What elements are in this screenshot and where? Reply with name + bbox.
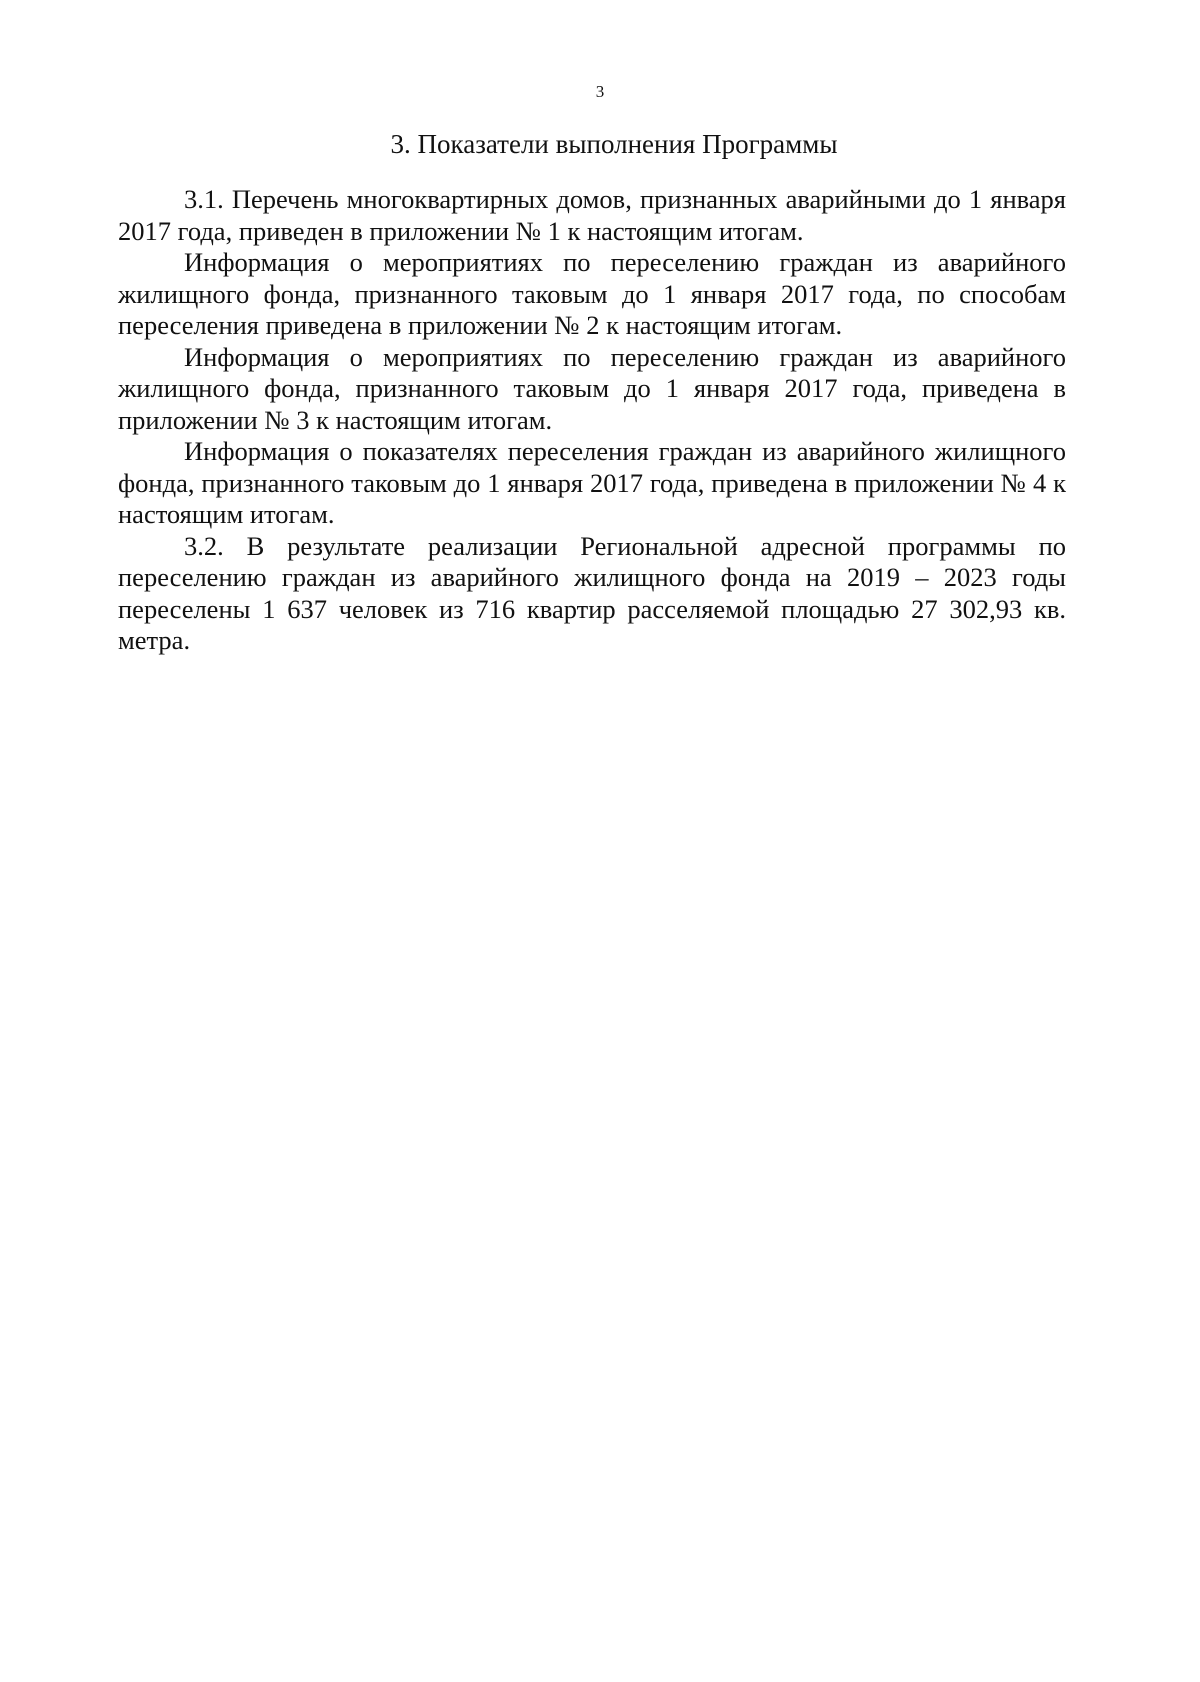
paragraph-appendix-3: Информация о мероприятиях по переселению граждан из аварийного жилищного фонда, признанного таковым до 1 января 2017 года, приведена в приложении № 3 к настоящим итогам. [118, 341, 1066, 435]
paragraph-3-1: 3.1. Перечень многоквартирных домов, признанных аварийными до 1 января 2017 года, приведен в приложении № 1 к настоящим итогам. [118, 184, 1066, 246]
paragraph-appendix-2: Информация о мероприятиях по переселению граждан из аварийного жилищного фонда, признанного таковым до 1 января 2017 года, по способам переселения приведена в приложении № 2 к настоящим итогам. [118, 247, 1066, 340]
page-number: 3 [595, 82, 605, 101]
document-body [118, 184, 1066, 657]
paragraph-3-2: 3.2. В результате реализации Региональной адресной программы по переселению граждан из аварийного жилищного фонда на 2019 – 2023 годы переселены 1 637 человек из 716 квартир расселяемой площадью 27 302,93 кв. метра. [118, 530, 1066, 655]
paragraph-appendix-4: Информация о показателях переселения граждан из аварийного жилищного фонда, признанного таковым до 1 января 2017 года, приведена в приложении № 4 к настоящим итогам. [118, 436, 1066, 529]
section-title: 3. Показатели выполнения Программы [390, 129, 838, 159]
